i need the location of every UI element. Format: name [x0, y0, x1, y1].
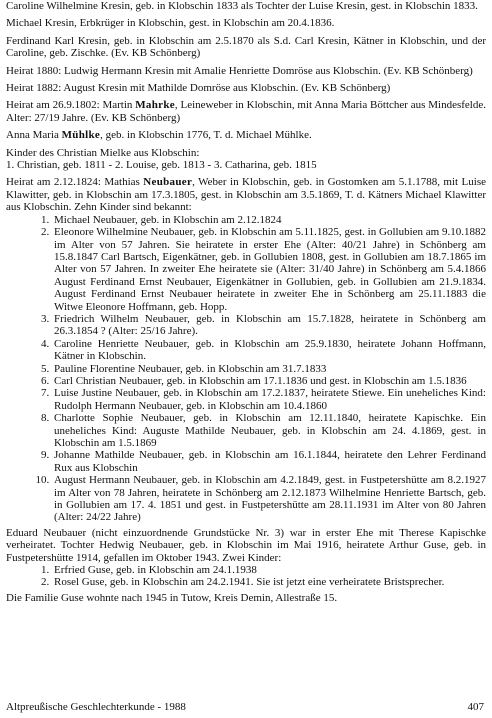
- page-footer: [6, 701, 484, 713]
- list-item: 5. Pauline Florentine Neubauer, geb. in Klobschin am 31.7.1833: [52, 363, 486, 375]
- list-item: 2. Rosel Guse, geb. in Klobschin am 24.2.1941. Sie ist jetzt eine verheiratete Bristsprecher.: [52, 576, 486, 588]
- text-segment: Heirat am 26.9.1802: Martin: [6, 99, 136, 112]
- paragraph-heirat-1802: [6, 99, 486, 124]
- footer-journal-title: Altpreußische Geschlechterkunde - 1988: [6, 701, 186, 713]
- list-item: 1. Erfried Guse, geb. in Klobschin am 24.1.1938: [52, 564, 486, 576]
- surname-muehlke: Mühlke: [61, 129, 101, 142]
- paragraph-kinder-mielke: Kinder des Christian Mielke aus Klobschin:: [6, 146, 200, 159]
- text-segment: , Weber in Klobschin, geb. in Gostomken am 5.1.1788, mit Luise Klawitter, geb. in Klobschin am 17.3.1805, gest. in Klobschin am 3.5.1869, T. d. Kätners Michael Klawitter aus Klobschin. Zehn Kinder sind bekannt:: [6, 176, 486, 214]
- text-segment: , geb. in Klobschin 1776, T. d. Michael Mühlke.: [100, 129, 312, 142]
- text-segment: Anna Maria: [6, 129, 62, 142]
- paragraph-caroline-kresin: Caroline Wilhelmine Kresin, geb. in Klobschin 1833 als Tochter der Luise Kresin, gest. in Klobschin 1833.: [6, 0, 478, 12]
- list-item: 2. Eleonore Wilhelmine Neubauer, geb. in Klobschin am 5.11.1825, gest. in Gollubien am 9.10.1882 im Alter von 57 Jahren. Sie heiratete in erster Ehe (Alter: 40/21 Jahre) in Schönberg am 15.8.1847 Carl Bartsch, Eigenkätner, geb. in Gollubien 1808, gest. in Gollubien am 18.7.1865 im Alter von 57 Jahren. In zweiter Ehe heiratete sie (Alter: 31/40 Jahre) in Schönberg am 5.4.1866 August Ferdinand Ernst Neubauer, Eigenkätner in Gollubien, geb. in Gollubien am 21.9.1834. August Ferdinand Ernst Neubauer heiratete in zweiter Ehe in Schönberg am 25.11.1883 die Witwe Eleonore Hoffmann, geb. Hopp.: [52, 226, 486, 313]
- surname-neubauer: Neubauer: [143, 176, 193, 189]
- list-guse-children: [6, 564, 486, 589]
- list-item: 1. Michael Neubauer, geb. in Klobschin am 2.12.1824: [52, 214, 486, 226]
- paragraph-heirat-1824: [6, 176, 486, 213]
- list-item: 4. Caroline Henriette Neubauer, geb. in Klobschin am 25.9.1830, heiratete Johann Hoffmann, Kätner in Klobschin.: [52, 338, 486, 363]
- surname-mahrke: Mahrke: [135, 99, 175, 112]
- list-item: 3. Friedrich Wilhelm Neubauer, geb. in Klobschin am 15.7.1828, heiratete in Schönberg am 26.3.1854 ? (Alter: 25/16 Jahre).: [52, 313, 486, 338]
- paragraph-eduard-neubauer: Eduard Neubauer (nicht einzuordnende Grundstücke Nr. 3) war in erster Ehe mit Therese Kapischke verheiratet. Tochter Hedwig Neubauer, geb. in Klobschin im Mai 1916, heiratete Arthur Guse, geb. in Fustpetershütte 1914, gefallen im Oktober 1943. Zwei Kinder:: [6, 526, 486, 564]
- paragraph-familie-guse: Die Familie Guse wohnte nach 1945 in Tutow, Kreis Demin, Allestraße 15.: [6, 591, 338, 604]
- list-item: 6. Carl Christian Neubauer, geb. in Klobschin am 17.1.1836 und gest. in Klobschin am 1.5.1836: [52, 375, 486, 387]
- text-segment: Heirat am 2.12.1824: Mathias: [6, 176, 144, 189]
- list-item: 8. Charlotte Sophie Neubauer, geb. in Klobschin am 12.11.1840, heiratete Kapischke. Ein uneheliches Kind: Auguste Mathilde Neubauer, geb. in Klobschin am 24. 4.1869, gest. in Klobschin am 1.5.1869: [52, 412, 486, 449]
- paragraph-mielke-children: 1. Christian, geb. 1811 - 2. Louise, geb. 1813 - 3. Catharina, geb. 1815: [6, 159, 317, 172]
- document-page: [6, 0, 486, 609]
- list-item: 9. Johanne Mathilde Neubauer, geb. in Klobschin am 16.1.1844, heiratete den Lehrer Ferdinand Rux aus Klobschin: [52, 449, 486, 474]
- paragraph-anna-maria-muehlke: [6, 129, 486, 141]
- paragraph-heirat-1880: Heirat 1880: Ludwig Hermann Kresin mit Amalie Henriette Domröse aus Klobschin. (Ev. KB Schönberg): [6, 64, 473, 77]
- list-item: 10. August Hermann Neubauer, geb. in Klobschin am 4.2.1849, gest. in Fustpetershütte am 8.2.1927 im Alter von 78 Jahren, heiratete in Schönberg am 2.12.1873 Wilhelmine Henriette Bartsch, geb. in Gollubien am 17. 4. 1851 und gest. in Fustpetershütte am 28.11.1931 im Alter von 80 Jahren (Alter: 24/22 Jahre): [52, 474, 486, 524]
- paragraph-michael-kresin: Michael Kresin, Erbkrüger in Klobschin, gest. in Klobschin am 20.4.1836.: [6, 17, 335, 30]
- list-item: 7. Luise Justine Neubauer, geb. in Klobschin am 17.2.1837, heiratete Stiewe. Ein uneheliches Kind: Rudolph Hermann Neubauer, geb. in Klobschin am 10.4.1860: [52, 387, 486, 412]
- paragraph-heirat-1882: Heirat 1882: August Kresin mit Mathilde Domröse aus Klobschin. (Ev. KB Schönberg): [6, 82, 391, 95]
- list-neubauer-children: [6, 214, 486, 524]
- paragraph-ferdinand-kresin: Ferdinand Karl Kresin, geb. in Klobschin am 2.5.1870 als S.d. Carl Kresin, Kätner in Klobschin, und der Caroline, geb. Zischke. (Ev. KB Schönberg): [6, 34, 486, 60]
- page-number: 407: [467, 701, 484, 713]
- text-segment: , Leineweber in Klobschin, mit Anna Maria Böttcher aus Mindesfelde. Alter: 27/19 Jahre. (Ev. KB Schönberg): [6, 99, 486, 124]
